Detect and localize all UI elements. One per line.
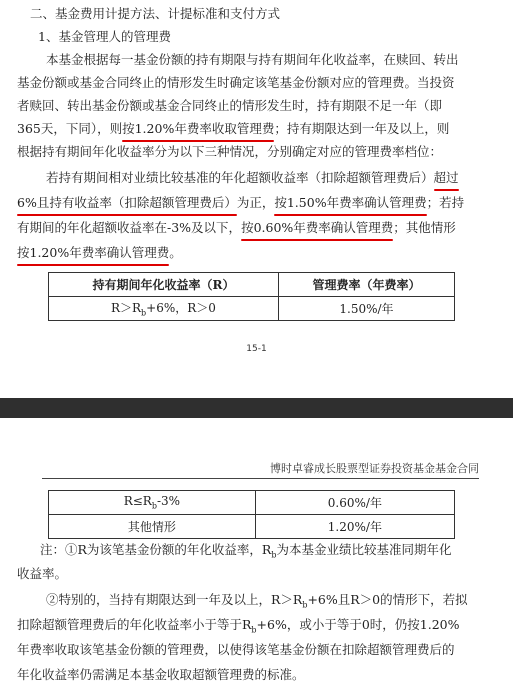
page-separator [0,398,513,418]
section-title: 二、基金费用计提方法、计提标准和支付方式 [30,6,281,21]
para1-line-2: 基金份额或基金合同终止的情形发生时确定该笔基金份额对应的管理费。当投资 [17,75,455,90]
page-number: 15-1 [246,344,267,354]
header-rule [42,478,479,479]
highlight-underline-5: 按0.60%年费率确认管理费 [241,218,393,238]
table-cell-fee-3: 1.20%/年 [255,515,454,539]
note1-line-1: 注：①R为该笔基金份额的年化收益率，$R_b$为本基金业绩比较基准同期年化 [40,542,452,560]
table-cell-fee-1: 1.50%/年 [278,297,454,321]
note2-line-3: 年费率收取该笔基金份额的管理费，以使得该笔基金份额在扣除超额管理费后的 [17,642,455,657]
running-header: 博时卓睿成长股票型证券投资基金基金合同 [270,462,479,475]
para2-line-1: 若持有期间相对业绩比较基准的年化超额收益率（扣除超额管理费后）超过 [46,168,493,188]
highlight-underline-6: 按1.20%年费率确认管理费 [17,243,169,263]
note2-line-4: 年化收益率仍需满足本基金收取超额管理费的标准。 [17,667,305,682]
highlight-underline-2: 超过 [434,168,459,188]
highlight-underline-3: 6%且持有收益率（扣除超额管理费后） [17,193,237,213]
para1-line-1: 本基金根据每一基金份额的持有期限与持有期间年化收益率，在赎回、转出 [46,52,459,67]
fee-table-part1 [48,272,455,321]
highlight-underline-4: 按1.50%年费率确认管理费 [274,193,426,213]
table-header-return: 持有期间年化收益率（R） [49,273,279,297]
table-cell-return-1: $R>R_b+6\%$，R＞0 [49,297,279,321]
note2-line-2: 扣除超额管理费后的年化收益率小于等于$R_b+6\%$，或小于等于0时，仍按1.20% [17,617,460,635]
note2-line-1: ②特别的，当持有期限达到一年及以上，$R>R_b+6\%$且R＞0的情形下，若拟 [46,592,468,610]
table-cell-fee-2: 0.60%/年 [255,491,454,515]
para1-line-3: 者赎回、转出基金份额或基金合同终止的情形发生时，持有期限不足一年（即 [17,98,443,113]
table-header-fee: 管理费率（年费率） [278,273,454,297]
subsection-title: 1、基金管理人的管理费 [38,29,171,44]
para1-line-4: 365天，下同），则按1.20%年费率收取管理费；持有期限达到一年及以上，则 [17,119,493,139]
table-cell-return-2: $R\le R_b-3\%$ [49,491,256,515]
table-cell-return-3: 其他情形 [49,515,256,539]
para1-line-5: 根据持有期间年化收益率分为以下三种情况，分别确定对应的管理费率档位： [17,144,443,159]
para2-line-3: 有期间的年化超额收益率在-3%及以下，按0.60%年费率确认管理费；其他情形 [17,218,493,238]
note1-line-2: 收益率。 [17,566,68,581]
highlight-underline-1: 按1.20%年费率收取管理费 [122,119,274,139]
para2-line-2: 6%且持有收益率（扣除超额管理费后）为正，按1.50%年费率确认管理费；若持 [17,193,493,213]
fee-table-part2 [48,490,455,539]
page-two [0,418,513,689]
para2-line-4: 按1.20%年费率确认管理费。 [17,243,493,263]
